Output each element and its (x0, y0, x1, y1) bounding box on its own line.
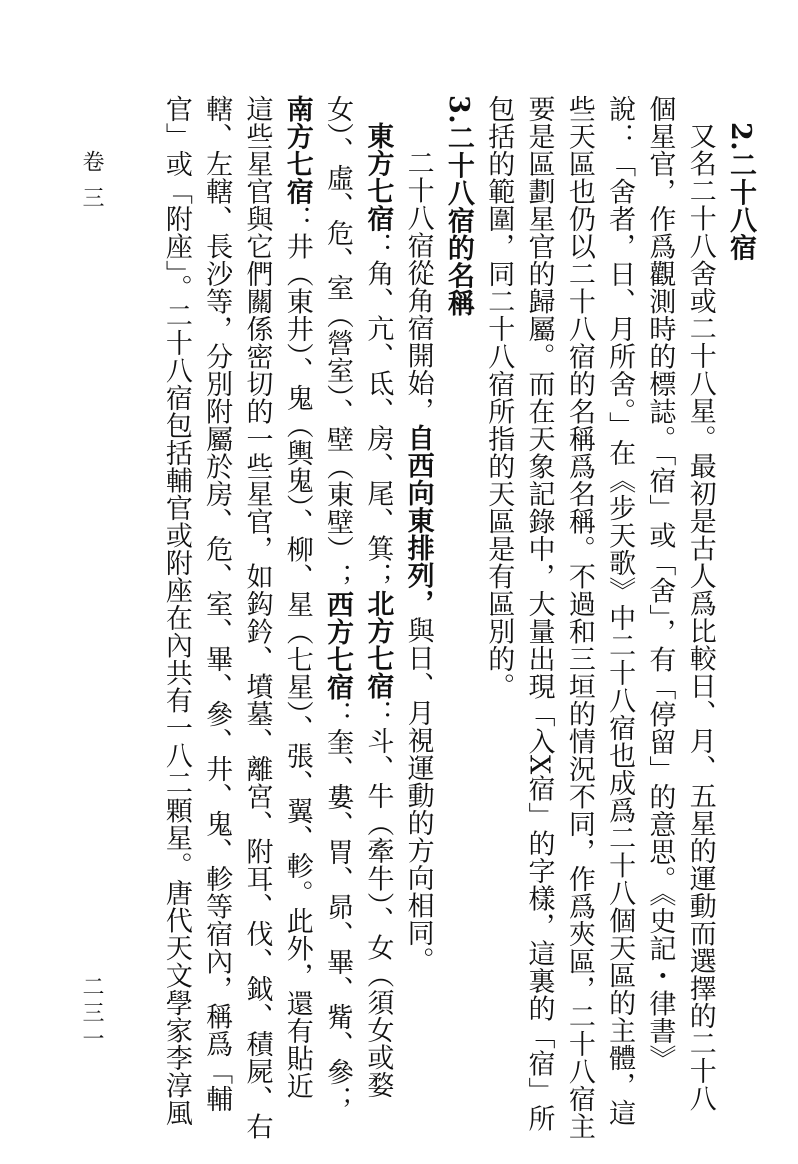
section-2-line-3: 說：「舍者，日、月所舍。」在《步天歌》中二十八宿也成爲二十八個天區的主體，這 (604, 95, 636, 1127)
section-2-line-4: 些天區也仍以二十八宿的名稱爲名稱。不過和三垣的情況不同，作爲夾區，二十八宿主 (563, 95, 595, 1140)
section-3-line-2 (357, 122, 397, 1105)
north-label: 北方七宿 (362, 589, 394, 700)
south-rest: ：井（東井）、鬼（輿鬼）、柳、星（七星）、張、翼、軫。此外，還有貼近 (281, 205, 313, 1100)
section-3-line-1-c: 與日、月視運動的方向相同。 (402, 616, 434, 974)
section-2-line-2: 個星官，作爲觀測時的標誌。「宿」或「舍」，有「停留」的意思。《史記・律書》 (644, 95, 676, 1072)
section-2-line-6: 包括的範圍，同二十八宿所指的天區是有區別的。 (483, 95, 515, 700)
west-label: 西方七宿 (322, 590, 354, 701)
section-3-line-3-a: 女）、虛、危、室（營室）、壁（東壁）； (322, 95, 354, 591)
north-rest: ：斗、牛（牽牛）、女（須女或婺 (362, 699, 394, 1099)
south-label: 南方七宿 (281, 95, 313, 205)
section-3-line-7: 官」或「附座」。二十八宿包括輔官或附座在內共有一八二顆星。唐代天文學家李淳風 (160, 95, 192, 1127)
section-3-line-6: 轄、左轄、長沙等，分別附屬於房、危、室、畢、參、井、鬼、軫等宿內，稱爲「輔 (201, 95, 233, 1113)
section-3-line-1-b: 自西向東排列， (402, 424, 434, 617)
section-2-line-1: 又名二十八舍或二十八星。最初是古人爲比較日、月、五星的運動而選擇的二十八 (684, 122, 716, 1112)
section-3-line-1-a: 二十八宿從角宿開始， (402, 149, 434, 424)
east-label: 東方七宿 (362, 122, 394, 232)
section-3-line-5: 這些星官與它們關係密切的一些星官，如鈎鈐、墳墓、離宮、附耳、伐、鉞、積屍、右 (241, 95, 273, 1140)
volume-label: 卷三 (79, 150, 104, 222)
page-number: 二三一 (79, 975, 104, 1053)
section-3-line-1 (397, 149, 437, 1105)
section-2-line-5: 要是區劃星官的歸屬。而在天象記錄中，大量出現「入X宿」的字樣，這裏的「宿」所 (523, 95, 555, 1133)
section-3-line-4 (276, 95, 316, 1105)
west-rest: ：奎、婁、胃、昴、畢、觜、參； (322, 700, 354, 1113)
east-rest: ：角、亢、氐、房、尾、箕； (362, 232, 394, 590)
section-3-heading: 3.二十八宿的名稱 (442, 95, 474, 317)
section-2-heading: 2.二十八宿 (725, 122, 756, 262)
vertical-text-body (40, 95, 760, 1140)
section-3-line-3 (317, 95, 357, 1113)
